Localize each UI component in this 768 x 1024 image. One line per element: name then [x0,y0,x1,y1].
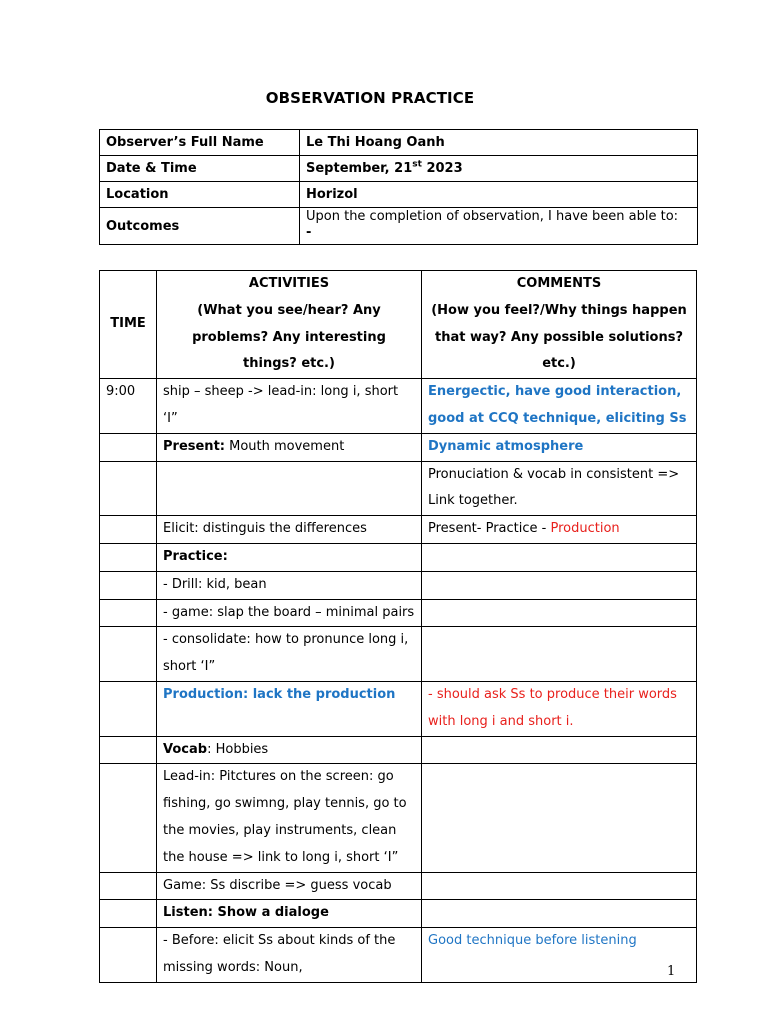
observer-value: Le Thi Hoang Oanh [300,130,698,156]
activities-subtitle: (What you see/hear? Any problems? Any interesting things? etc.) [192,302,386,372]
comment-cell [422,571,697,599]
outcomes-value [300,208,698,245]
activity-cell: Practice: [157,543,422,571]
comment-cell: Energectic, have good interaction, good at CCQ technique, eliciting Ss [422,379,697,434]
date-main: September, 21 [306,161,413,176]
table-row [100,571,697,599]
time-cell [100,928,157,983]
table-row [100,900,697,928]
activity-cell [157,433,422,461]
location-value: Horizol [300,182,698,208]
observation-table [99,270,697,983]
table-row [100,764,697,872]
activity-cell: Game: Ss discribe => guess vocab [157,872,422,900]
table-row [100,736,697,764]
table-row [100,156,698,182]
time-cell [100,736,157,764]
comments-header [422,271,697,379]
comment-cell: Good technique before listening [422,928,697,983]
date-suffix: st [412,159,422,170]
comment-cell: - should ask Ss to produce their words with long i and short i. [422,681,697,736]
comment-cell [422,872,697,900]
time-cell [100,571,157,599]
time-cell [100,764,157,872]
table-row [100,461,697,516]
comment-highlight: Production [550,521,620,537]
date-label: Date & Time [100,156,300,182]
info-table [99,129,698,245]
outcomes-label: Outcomes [100,208,300,245]
activity-cell: ship – sheep -> lead-in: long i, short ‘I” [157,379,422,434]
table-row [100,208,698,245]
time-cell [100,516,157,544]
activity-cell: Production: lack the production [157,681,422,736]
activity-cell: Listen: Show a dialoge [157,900,422,928]
time-cell [100,599,157,627]
comments-subtitle: (How you feel?/Why things happen that way? Any possible solutions? etc.) [431,302,687,372]
activity-cell: Lead-in: Pitctures on the screen: go fishing, go swimng, play tennis, go to the movies, play instruments, clean the house => link to long i, short ‘I” [157,764,422,872]
table-header-row [100,271,697,379]
observer-label: Observer’s Full Name [100,130,300,156]
activity-cell [157,461,422,516]
activity-cell: - game: slap the board – minimal pairs [157,599,422,627]
time-cell [100,627,157,682]
table-row [100,182,698,208]
activity-text: : Hobbies [207,741,269,757]
date-year: 2023 [421,161,463,176]
comment-cell [422,543,697,571]
table-row [100,627,697,682]
comment-cell [422,627,697,682]
time-cell [100,461,157,516]
date-value [300,156,698,182]
activity-text: Mouth movement [224,438,345,454]
table-row [100,681,697,736]
table-row [100,599,697,627]
comment-cell [422,900,697,928]
activity-cell: - consolidate: how to pronunce long i, short ‘I” [157,627,422,682]
comment-cell: Dynamic atmosphere [422,433,697,461]
time-cell [100,543,157,571]
table-row [100,872,697,900]
time-cell [100,872,157,900]
table-row [100,130,698,156]
activity-heading: Vocab [163,741,208,757]
table-row [100,433,697,461]
time-cell [100,681,157,736]
activity-cell: - Drill: kid, bean [157,571,422,599]
comment-cell [422,516,697,544]
outcomes-line2: - [306,225,312,240]
activity-heading: Present: [163,438,225,454]
table-row [100,928,697,983]
comments-title: COMMENTS [516,276,602,291]
table-row [100,516,697,544]
comment-text: Present- Practice - [428,521,551,537]
outcomes-line1: Upon the completion of observation, I have been able to: [306,209,679,224]
time-cell [100,433,157,461]
activity-cell: - Before: elicit Ss about kinds of the missing words: Noun, [157,928,422,983]
comment-cell [422,599,697,627]
comment-cell [422,764,697,872]
time-cell [100,900,157,928]
activities-title: ACTIVITIES [248,276,330,291]
comment-cell [422,736,697,764]
activity-cell [157,736,422,764]
time-cell: 9:00 [100,379,157,434]
activity-cell: Elicit: distinguis the differences [157,516,422,544]
page-number: 1 [667,964,676,979]
time-header: TIME [100,271,157,379]
activities-header [157,271,422,379]
comment-cell: Pronuciation & vocab in consistent => Link together. [422,461,697,516]
table-row [100,379,697,434]
location-label: Location [100,182,300,208]
document-title: OBSERVATION PRACTICE [265,89,475,107]
table-row [100,543,697,571]
